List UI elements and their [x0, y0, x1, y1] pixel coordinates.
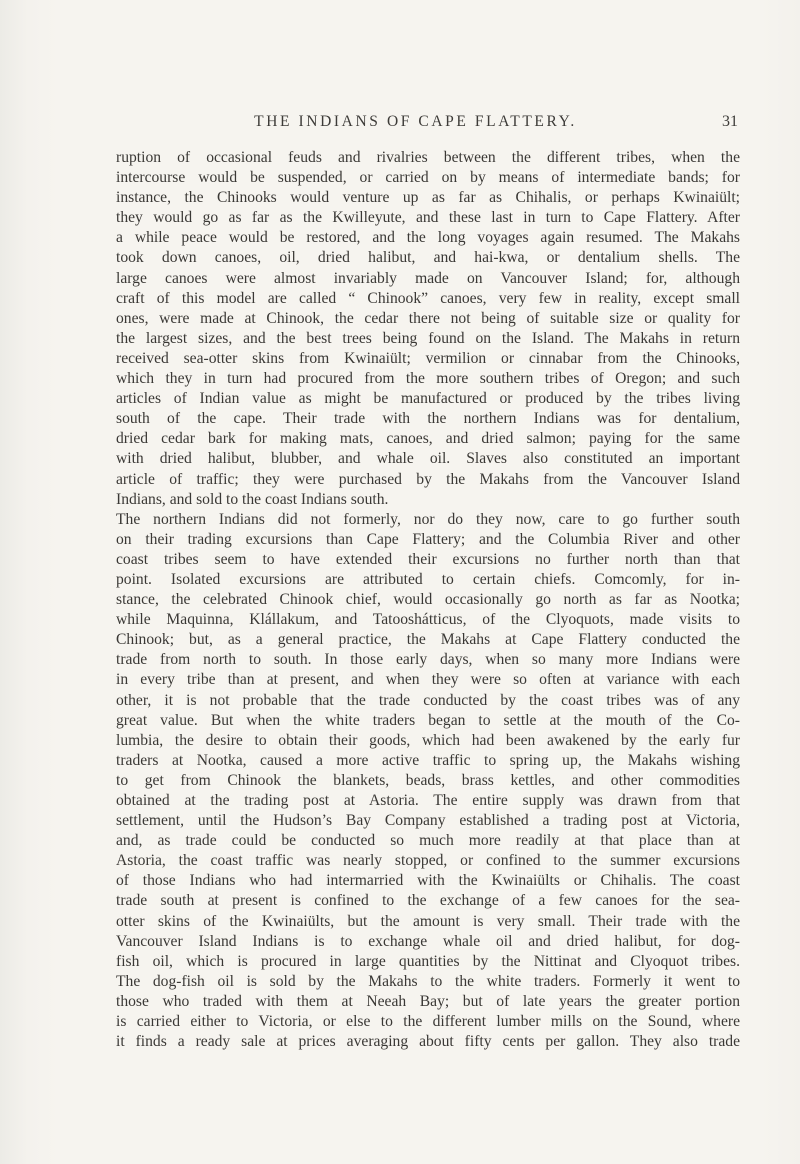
running-head	[118, 113, 738, 137]
text-line: with dried halibut, blubber, and whale oil. Slaves also constituted an important	[116, 450, 740, 468]
text-line: craft of this model are called “ Chinook” canoes, very few in reality, except small	[116, 289, 740, 307]
text-line: point. Isolated excursions are attributed to certain chiefs. Comcomly, for in-	[116, 570, 740, 588]
text-line: other, it is not probable that the trade conducted by the coast tribes was of any	[116, 691, 740, 709]
text-line: coast tribes seem to have extended their excursions no further north than that	[116, 550, 740, 568]
text-line: ruption of occasional feuds and rivalries between the different tribes, when the	[116, 149, 740, 166]
text-line: and, as trade could be conducted so much more readily at that place than at	[116, 832, 740, 850]
text-line: it finds a ready sale at prices averaging about fifty cents per gallon. They also trade	[116, 1033, 740, 1051]
text-line: otter skins of the Kwinaiülts, but the amount is very small. Their trade with the	[116, 912, 740, 930]
text-line: while Maquinna, Klállakum, and Tatooshátticus, of the Clyoquots, made visits to	[116, 611, 740, 629]
text-line: The dog-fish oil is sold by the Makahs to the white traders. Formerly it went to	[116, 972, 740, 990]
text-line: ones, were made at Chinook, the cedar there not being of suitable size or quality for	[116, 309, 740, 327]
text-line: fish oil, which is procured in large quantities by the Nittinat and Clyoquot tribes.	[116, 952, 740, 970]
text-line: obtained at the trading post at Astoria. The entire supply was drawn from that	[116, 792, 740, 809]
text-line: article of traffic; they were purchased by the Makahs from the Vancouver Island	[116, 470, 740, 488]
text-line: received sea-otter skins from Kwinaiült; vermilion or cinnabar from the Chinooks,	[116, 349, 740, 367]
text-line: Chinook; but, as a general practice, the Makahs at Cape Flattery conducted the	[116, 631, 740, 649]
text-line: of those Indians who had intermarried with the Kwinaiülts or Chihalis. The coast	[116, 872, 740, 890]
text-line: south of the cape. Their trade with the northern Indians was for dentalium,	[116, 410, 740, 428]
text-line: is carried either to Victoria, or else to the different lumber mills on the Sound, where	[116, 1013, 740, 1031]
running-title: THE INDIANS OF CAPE FLATTERY.	[254, 113, 577, 130]
text-line: dried cedar bark for making mats, canoes, and dried salmon; paying for the same	[116, 430, 740, 448]
text-line: Vancouver Island Indians is to exchange whale oil and dried halibut, for dog-	[116, 932, 740, 950]
text-line: which they in turn had procured from the more southern tribes of Oregon; and such	[116, 370, 740, 388]
text-line: traders at Nootka, caused a more active traffic to spring up, the Makahs wishing	[116, 751, 740, 769]
text-line: Indians, and sold to the coast Indians south.	[116, 490, 389, 508]
text-line: on their trading excursions than Cape Flattery; and the Columbia River and other	[116, 530, 740, 548]
text-line: a while peace would be restored, and the long voyages again resumed. The Makahs	[116, 229, 740, 247]
page-number: 31	[722, 113, 738, 130]
text-line: the largest sizes, and the best trees being found on the Island. The Makahs in return	[116, 329, 740, 347]
text-line: stance, the celebrated Chinook chief, would occasionally go north as far as Nootka;	[116, 591, 740, 609]
body-text	[116, 148, 740, 1052]
text-line: great value. But when the white traders began to settle at the mouth of the Co-	[116, 711, 740, 729]
text-line: articles of Indian value as might be manufactured or produced by the tribes living	[116, 390, 740, 408]
text-line: settlement, until the Hudson’s Bay Company established a trading post at Victoria,	[116, 812, 740, 830]
text-line: lumbia, the desire to obtain their goods, which had been awakened by the early fur	[116, 731, 740, 749]
text-line: those who traded with them at Neeah Bay; but of late years the greater portion	[116, 992, 740, 1010]
text-line: took down canoes, oil, dried halibut, and hai-kwa, or dentalium shells. The	[116, 249, 740, 267]
text-line: intercourse would be suspended, or carried on by means of intermediate bands; for	[116, 169, 740, 187]
text-line: they would go as far as the Kwilleyute, and these last in turn to Cape Flattery. After	[116, 209, 740, 227]
text-line: in every tribe than at present, and when they were so often at variance with each	[116, 671, 740, 689]
text-line: trade from north to south. In those early days, when so many more Indians were	[116, 651, 740, 669]
text-line: to get from Chinook the blankets, beads, brass kettles, and other commodities	[116, 771, 740, 789]
text-line: instance, the Chinooks would venture up as far as Chihalis, or perhaps Kwinaiült;	[116, 189, 740, 207]
text-line: large canoes were almost invariably made on Vancouver Island; for, although	[116, 269, 740, 287]
text-line: trade south at present is confined to the exchange of a few canoes for the sea-	[116, 892, 740, 910]
text-line: Astoria, the coast traffic was nearly stopped, or confined to the summer excursions	[116, 852, 740, 870]
text-line: The northern Indians did not formerly, nor do they now, care to go further south	[116, 510, 740, 528]
